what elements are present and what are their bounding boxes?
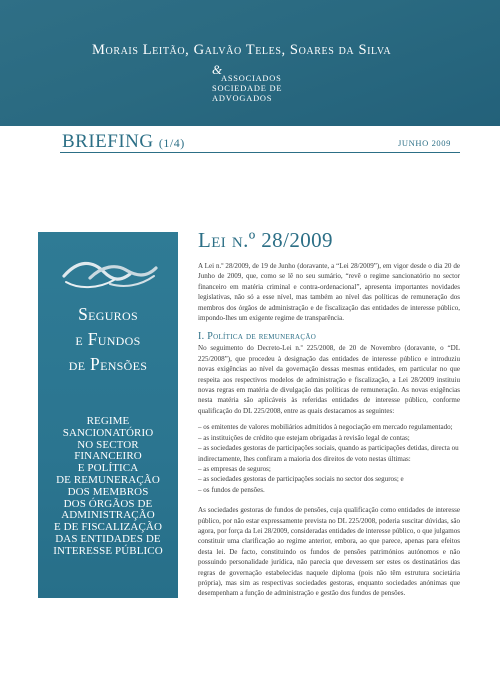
header-band [0, 0, 500, 126]
briefing-heading [62, 131, 185, 153]
briefing-label: BRIEFING [62, 131, 154, 152]
sidebar-subtitle-line: SANCIONATÓRIO [62, 426, 154, 439]
sidebar-subtitle-line: DOS MEMBROS [67, 485, 149, 498]
sidebar-subtitle-line: FINANCEIRO [74, 450, 142, 463]
sidebar-subtitle [38, 416, 178, 558]
list-item: – os fundos de pensões. [198, 485, 265, 494]
sidebar-subtitle-line: DOS ÓRGÃOS DE [63, 497, 153, 510]
list-item: – as sociedades gestoras de participações sociais no sector dos seguros; e [198, 475, 404, 484]
section-1-title: I. Política de remuneração [198, 331, 317, 343]
sidebar-title [38, 302, 178, 377]
sidebar-subtitle-line: REGIME [86, 415, 130, 427]
firm-associates-block [212, 62, 312, 104]
sidebar-panel [38, 232, 178, 598]
sidebar-subtitle-line: ADMINISTRAÇÃO [61, 509, 155, 522]
article-body [198, 228, 460, 599]
sidebar-subtitle-line: DAS ENTIDADES DE [55, 532, 161, 545]
page-indicator: (1/4) [158, 136, 185, 150]
header-divider [60, 152, 460, 153]
section-1-paragraph: No seguimento do Decreto-Lei n.º 225/2008, de 20 de Novembro (doravante, o “DL 225/2008”), que procedeu à designação das entidades de interesse público e introduziu novas exigências ao nível da governação dessas mesmas entidades, em particular no que respeita aos respectivos modelos de administração e fiscalização, a Lei 28/2009 instituiu novas regras em matéria de divulgação das políticas de remuneração. As novas exigências nesta matéria são aplicáveis às referidas entidades de interesse público, conforme qualificação do DL 225/2008, entre as quais destacamos as seguintes: [198, 344, 460, 415]
swirl-logo-icon [60, 256, 160, 292]
issue-date: JUNHO 2009 [398, 138, 451, 148]
sidebar-title-line: de Pensões [68, 354, 148, 374]
sidebar-title-line: Seguros [78, 304, 138, 324]
list-item: – os emitentes de valores mobiliários admitidos à negociação em mercado regulamentado; [198, 423, 453, 432]
firm-name: Morais Leitão, Galvão Teles, Soares da Silva [92, 42, 392, 58]
sidebar-subtitle-line: INTERESSE PÚBLICO [53, 544, 163, 557]
sidebar-subtitle-line: NO SECTOR [77, 438, 139, 451]
closing-paragraph: As sociedades gestoras de fundos de pensões, cuja qualificação como entidades de interesse público, por não estar expressamente prevista no DL 225/2008, poderia suscitar dúvidas, são agora, por força da Lei 28/2009, consideradas entidades de interesse público, o que julgamos constituir uma clarificação ao regime anterior, embora, ao que parece, apenas para efeitos desta lei. De facto, constituindo os fundos de pensões patrimónios autónomos e não possuindo personalidade jurídica, não parecia que devessem ser estes os destinatários das regras de governação estabelecidas naquele diploma (pois não têm estrutura societária própria), mas sim as respectivas sociedades gestoras, enquanto sociedades anónimas que desempenham a função de administração e gestão dos fundos de pensões. [198, 506, 460, 598]
list-item: – as empresas de seguros; [198, 464, 271, 473]
assoc-line-3: ADVOGADOS [212, 94, 273, 103]
assoc-line-1: ASSOCIADOS [221, 74, 282, 83]
sidebar-title-line: e Fundos [75, 329, 141, 349]
intro-paragraph: A Lei n.º 28/2009, de 19 de Junho (doravante, a “Lei 28/2009”), em vigor desde o dia 20 de Junho de 2009, que, como se lê no seu sumário, “revê o regime sancionatório no sector financeiro em matéria criminal e contra-ordenacional”, apresenta importantes novidades legislativas, não só a esse nível, mas também ao nível das políticas de remuneração dos membros dos órgãos de administração e de fiscalização das entidades de interesse público, impondo-lhes um exigente regime de transparência. [198, 262, 460, 323]
ampersand: & [212, 62, 223, 77]
list-item: – as sociedades gestoras de participações sociais, quando as participações detidas, directa ou indirectamente, lhes confiram a maioria dos direitos de voto nestas últimas: [198, 444, 459, 463]
sidebar-subtitle-line: DE REMUNERAÇÃO [56, 473, 160, 486]
entity-list [198, 422, 460, 495]
assoc-line-2: SOCIEDADE DE [212, 84, 283, 93]
list-item: – as instituições de crédito que estejam obrigadas à revisão legal de contas; [198, 433, 410, 442]
sidebar-subtitle-line: E DE FISCALIZAÇÃO [53, 521, 163, 534]
sidebar-subtitle-line: E POLÍTICA [77, 462, 139, 475]
article-title: Lei n.º 28/2009 [198, 228, 333, 252]
